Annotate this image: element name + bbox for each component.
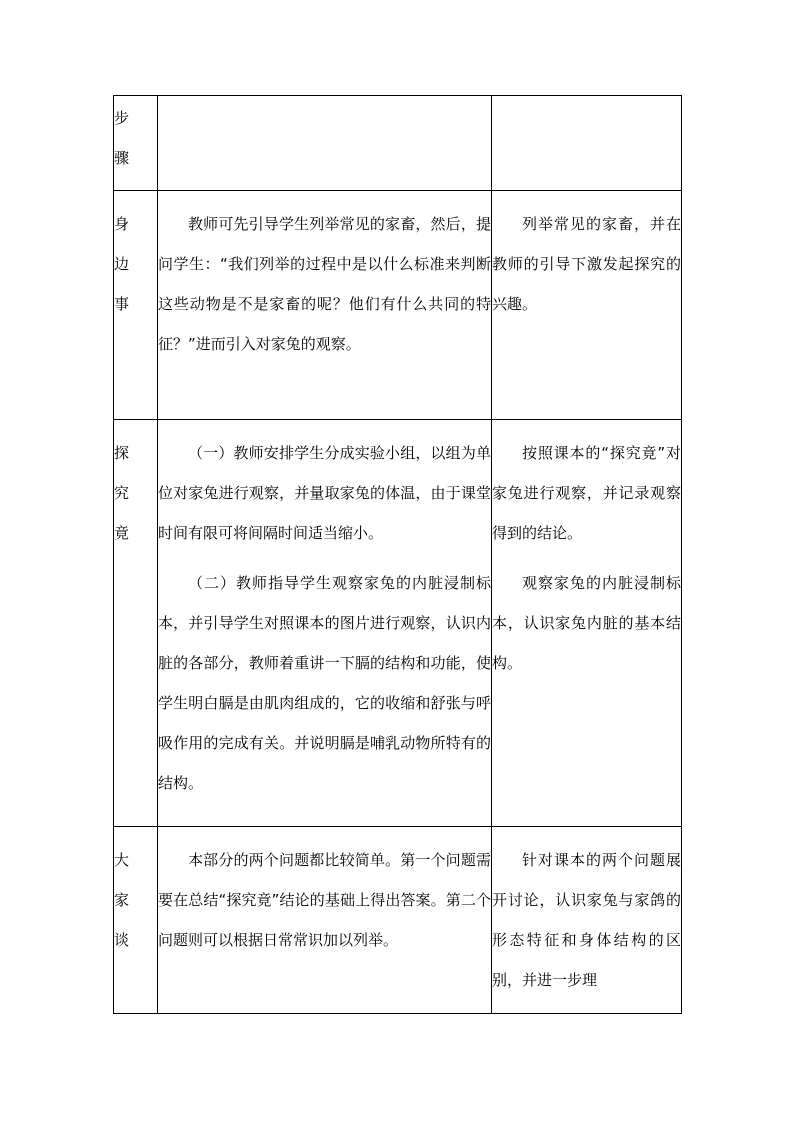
- row-label-char: 究: [114, 484, 130, 502]
- student-activity-cell: [492, 827, 682, 1014]
- row-label-cell: [114, 96, 158, 191]
- table-row-steps: [114, 96, 682, 191]
- lesson-plan-table: [113, 95, 682, 1014]
- table-row-explore: [114, 420, 682, 827]
- row-label-cell: [114, 827, 158, 1014]
- row-label-cell: [114, 420, 158, 827]
- teacher-paragraph: 本部分的两个问题都比较简单。第一个问题需要在总结“探究竟”结论的基础上得出答案。第二个问题则可以根据日常常识加以列举。: [158, 851, 491, 949]
- row-label-char: 谈: [114, 931, 130, 949]
- student-activity-cell: [492, 96, 682, 191]
- table-row-life: [114, 191, 682, 420]
- row-label-char: 边: [114, 255, 130, 273]
- row-label-char: 步: [114, 109, 130, 127]
- teacher-activity-cell: [158, 96, 492, 191]
- row-label-cell: [114, 191, 158, 420]
- student-paragraph: 列举常见的家畜，并在教师的引导下激发起探究的兴趣。: [492, 215, 681, 313]
- row-label-char: 身: [114, 215, 130, 233]
- teacher-paragraph: （二）教师指导学生观察家兔的内脏浸制标本，并引导学生对照课本的图片进行观察，认识内脏的各部分，教师着重讲一下膈的结构和功能，使学生明白膈是由肌肉组成的，它的收缩和舒张与呼吸作用的完成有关。并说明膈是哺乳动物所特有的结构。: [158, 574, 491, 792]
- student-paragraph: 按照课本的“探究竟”对家兔进行观察，并记录观察得到的结论。: [492, 444, 681, 542]
- row-label-char: 探: [114, 444, 130, 462]
- row-label-char: 家: [114, 891, 130, 909]
- teacher-paragraph: 教师可先引导学生列举常见的家畜，然后，提问学生：“我们列举的过程中是以什么标准来判断这些动物是不是家畜的呢？他们有什么共同的特征？”进而引入对家兔的观察。: [158, 215, 491, 353]
- row-label-char: 竟: [114, 524, 130, 542]
- student-paragraph: 观察家兔的内脏浸制标本，认识家兔内脏的基本结构。: [492, 574, 681, 672]
- student-activity-cell: [492, 420, 682, 827]
- student-paragraph: 针对课本的两个问题展开讨论，认识家兔与家鸽的形态特征和身体结构的区别，并进一步理: [492, 851, 681, 989]
- teacher-activity-cell: [158, 191, 492, 420]
- teacher-activity-cell: [158, 827, 492, 1014]
- table-row-discussion: [114, 827, 682, 1014]
- teacher-activity-cell: [158, 420, 492, 827]
- student-activity-cell: [492, 191, 682, 420]
- row-label-char: 骤: [114, 149, 130, 167]
- row-label-char: 事: [114, 295, 130, 313]
- teacher-paragraph: （一）教师安排学生分成实验小组，以组为单位对家兔进行观察，并量取家兔的体温，由于课堂时间有限可将间隔时间适当缩小。: [158, 444, 491, 542]
- row-label-char: 大: [114, 851, 130, 869]
